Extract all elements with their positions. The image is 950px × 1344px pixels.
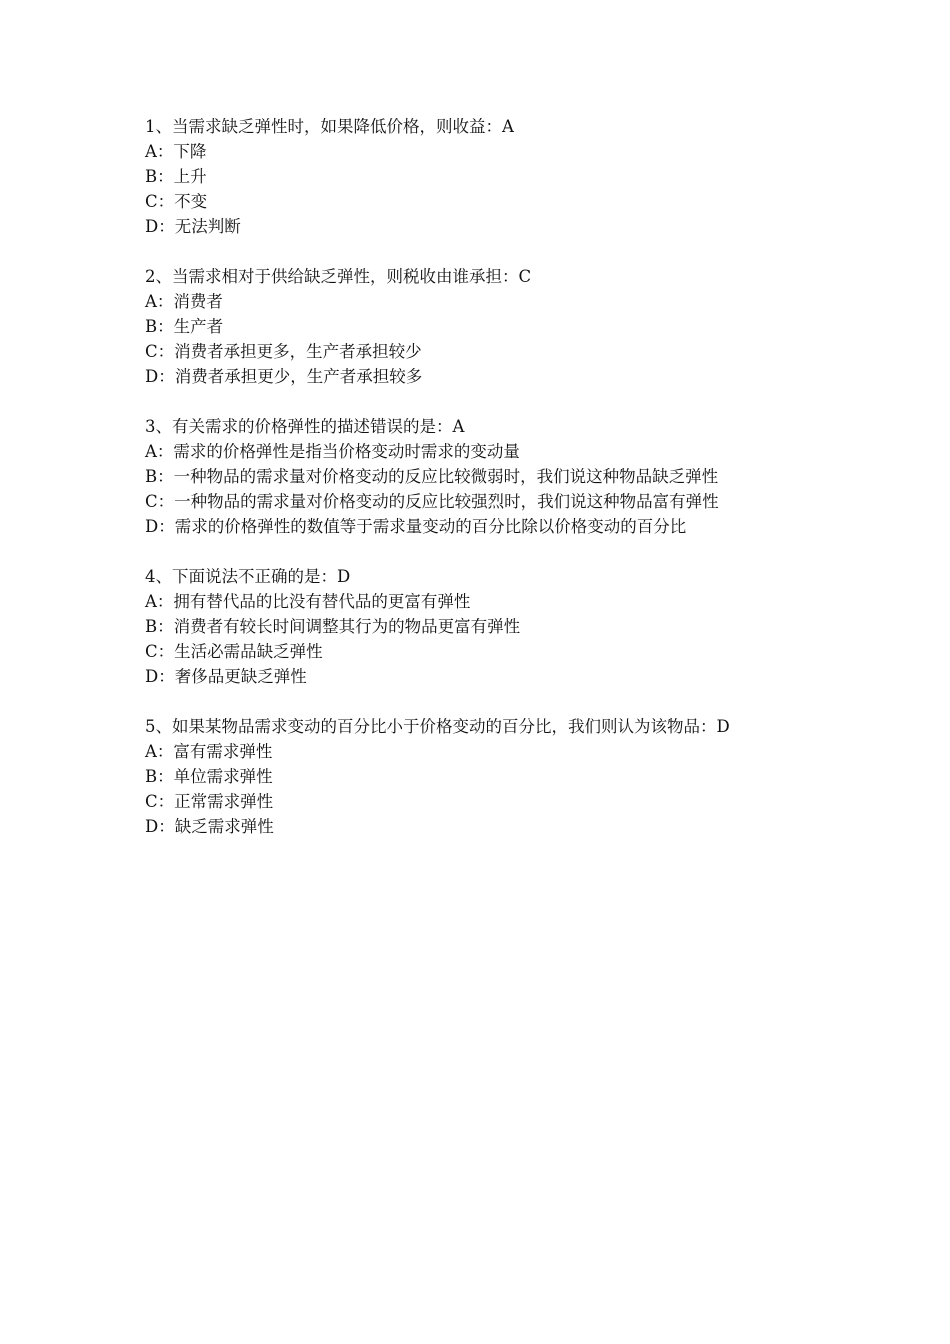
option-b: B：消费者有较长时间调整其行为的物品更富有弹性	[145, 617, 521, 636]
question-stem: 5、如果某物品需求变动的百分比小于价格变动的百分比，我们则认为该物品：D	[145, 717, 730, 736]
question-stem: 4、下面说法不正确的是：D	[145, 567, 351, 586]
option-b: B：上升	[145, 167, 207, 186]
option-c: C：消费者承担更多，生产者承担较少	[145, 342, 422, 361]
option-d: D：缺乏需求弹性	[145, 817, 274, 836]
option-d: D：奢侈品更缺乏弹性	[145, 667, 307, 686]
option-c: C：一种物品的需求量对价格变动的反应比较强烈时，我们说这种物品富有弹性	[145, 492, 719, 511]
question-4	[145, 564, 865, 689]
question-stem: 1、当需求缺乏弹性时，如果降低价格，则收益：A	[145, 117, 514, 136]
option-b: B：一种物品的需求量对价格变动的反应比较微弱时，我们说这种物品缺乏弹性	[145, 467, 719, 486]
option-a: A：拥有替代品的比没有替代品的更富有弹性	[145, 592, 471, 611]
question-2	[145, 264, 865, 389]
option-a: A：富有需求弹性	[145, 742, 273, 761]
option-c: C：不变	[145, 192, 208, 211]
option-c: C：生活必需品缺乏弹性	[145, 642, 323, 661]
question-stem: 2、当需求相对于供给缺乏弹性，则税收由谁承担：C	[145, 267, 532, 286]
option-c: C：正常需求弹性	[145, 792, 274, 811]
question-1	[145, 114, 865, 239]
question-3	[145, 414, 865, 539]
option-d: D：消费者承担更少，生产者承担较多	[145, 367, 423, 386]
question-5	[145, 714, 865, 839]
option-b: B：单位需求弹性	[145, 767, 273, 786]
question-stem: 3、有关需求的价格弹性的描述错误的是：A	[145, 417, 465, 436]
option-d: D：需求的价格弹性的数值等于需求量变动的百分比除以价格变动的百分比	[145, 517, 687, 536]
option-d: D：无法判断	[145, 217, 241, 236]
option-a: A：需求的价格弹性是指当价格变动时需求的变动量	[145, 442, 520, 461]
option-a: A：下降	[145, 142, 207, 161]
question-list	[145, 114, 865, 864]
option-b: B：生产者	[145, 317, 224, 336]
option-a: A：消费者	[145, 292, 223, 311]
